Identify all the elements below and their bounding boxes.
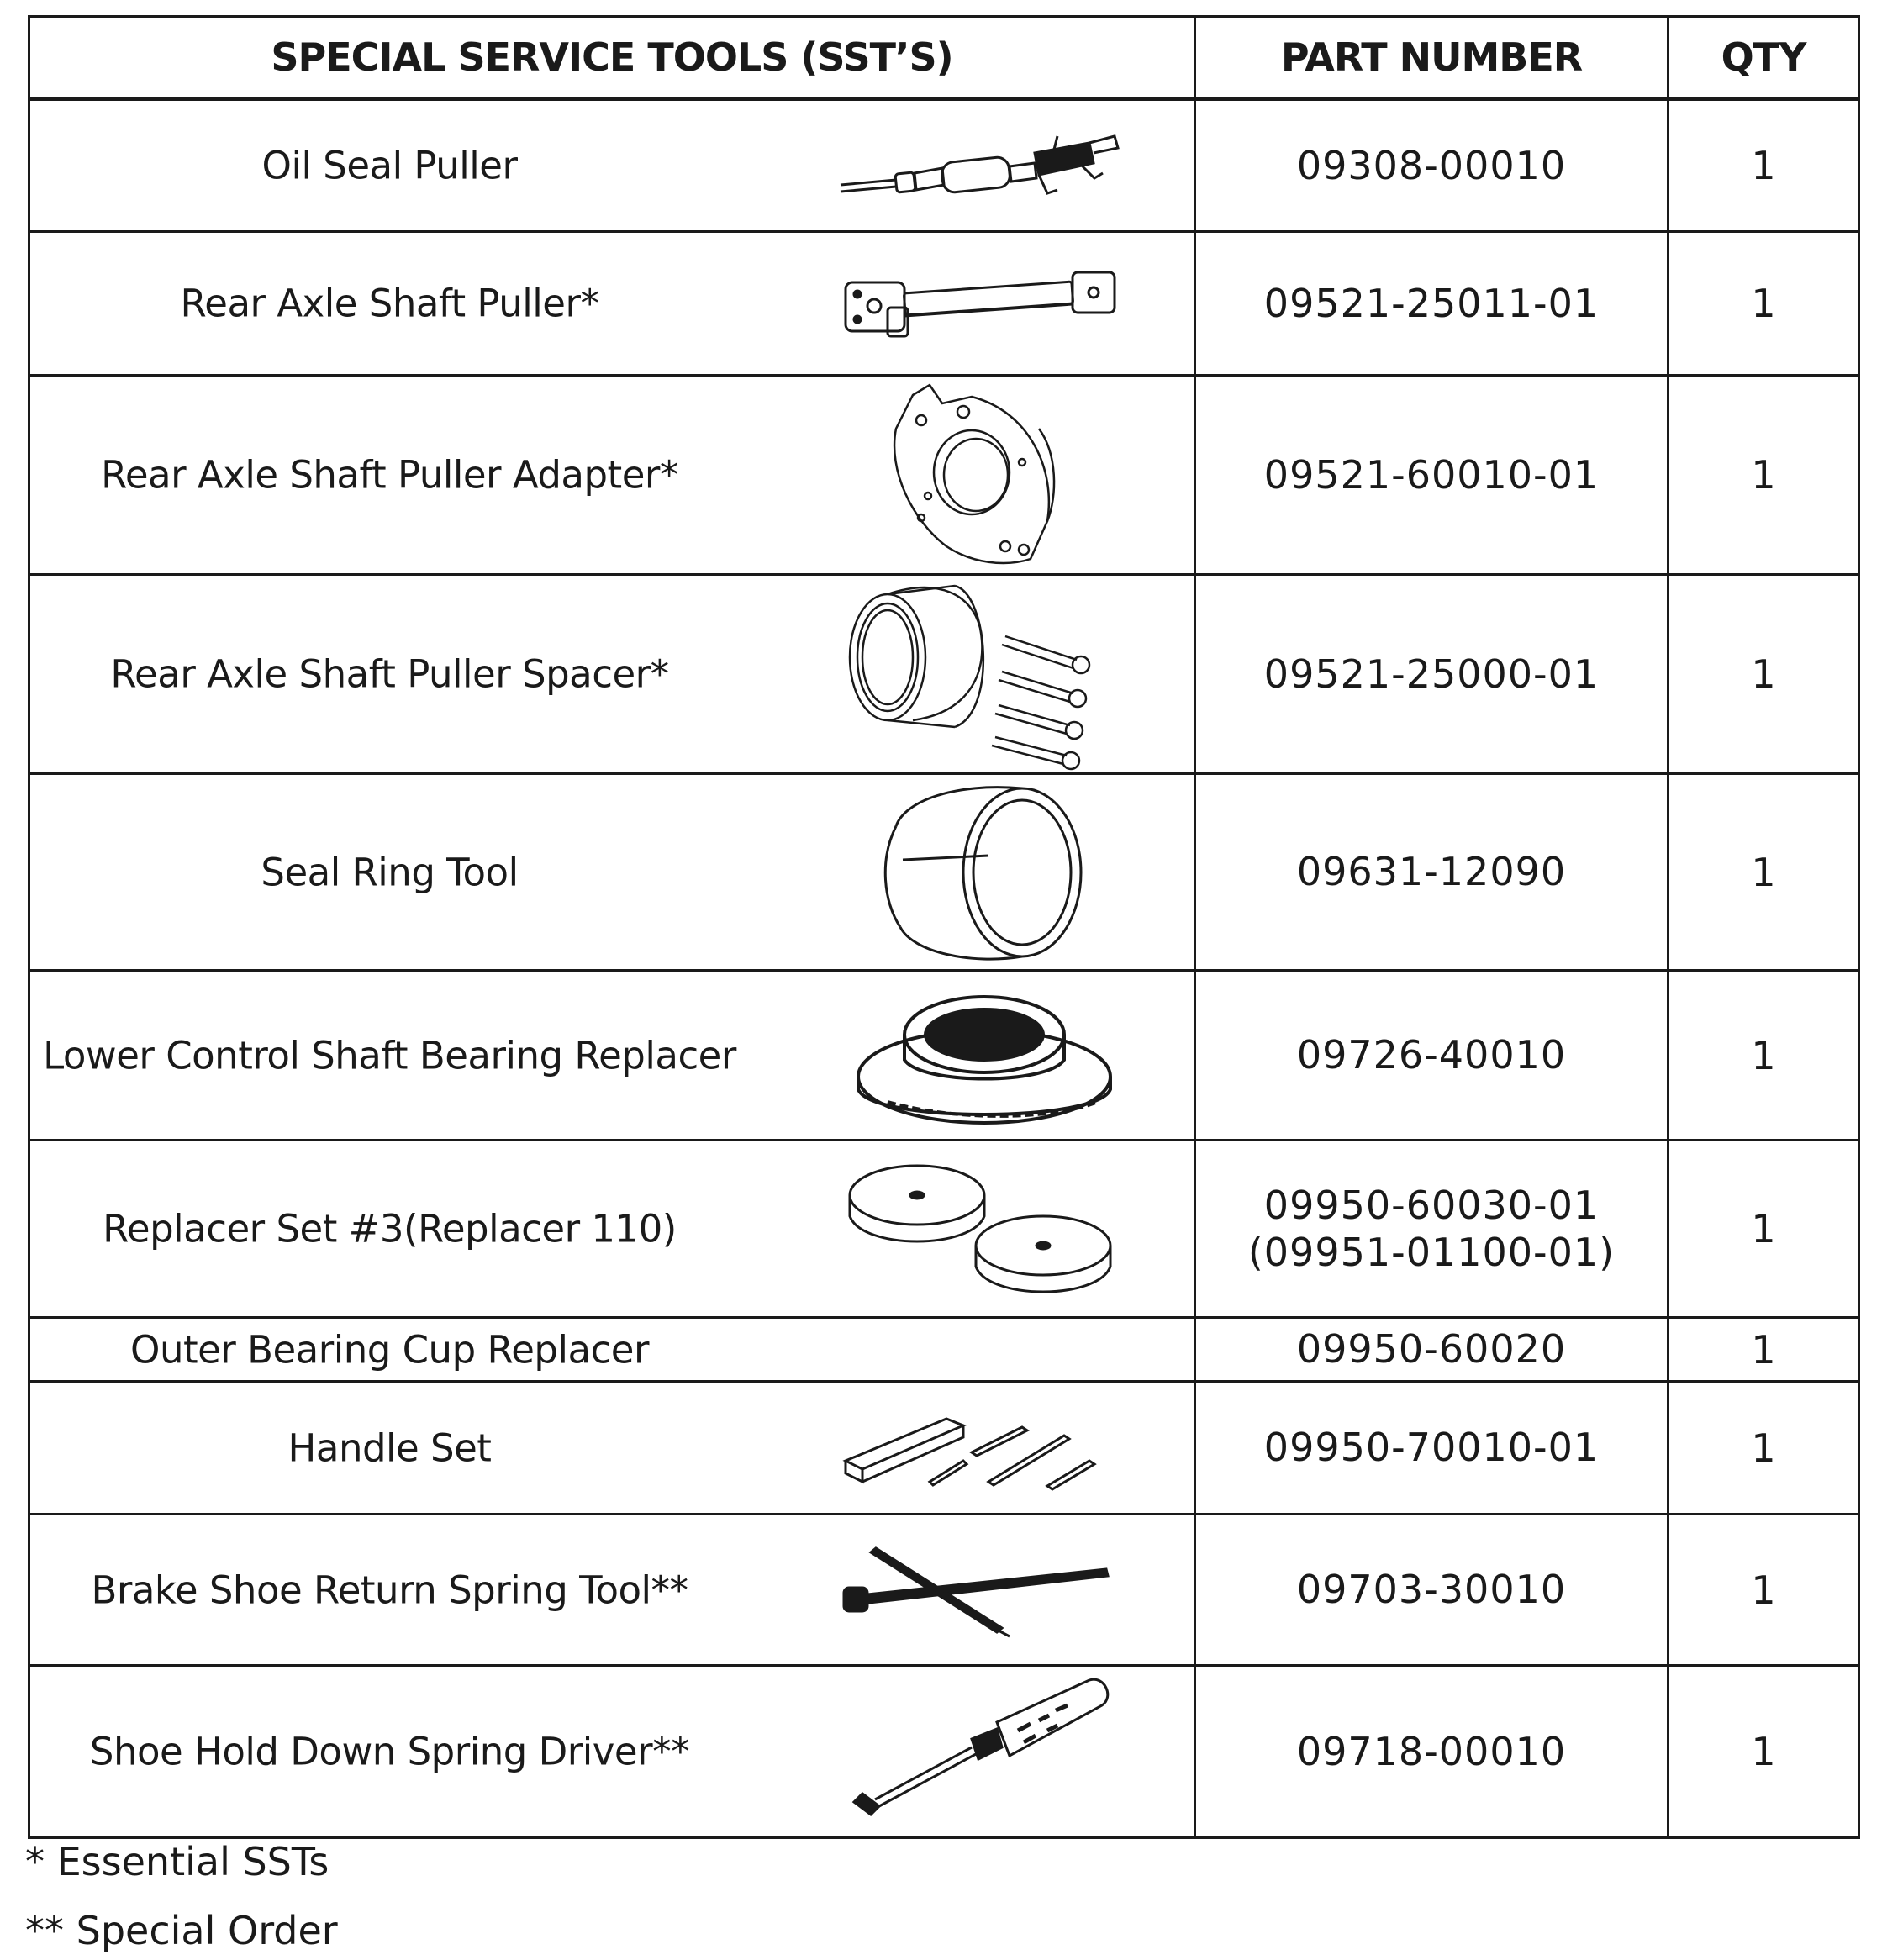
part-number: 09521-60010-01 (1263, 451, 1600, 498)
qty-cell: 1 (1668, 376, 1859, 575)
table-row (29, 1141, 1859, 1318)
part-number-secondary: (09951-01100-01) (1247, 1230, 1616, 1275)
part-number: 09950-70010-01 (1263, 1425, 1600, 1471)
tool-cell (29, 971, 1195, 1141)
tool-cell (29, 99, 1195, 232)
spacer-with-bolts-icon (837, 577, 1123, 771)
part-number: 09308-00010 (1296, 142, 1567, 188)
part-number-cell (1195, 1515, 1668, 1666)
part-number: 09718-00010 (1296, 1728, 1567, 1774)
tool-cell (29, 1141, 1195, 1318)
tool-name: Rear Axle Shaft Puller Adapter* (101, 452, 678, 498)
table-row (29, 971, 1859, 1141)
part-number: 09521-25011-01 (1263, 280, 1600, 326)
table-row (29, 1666, 1859, 1838)
tool-name: Rear Axle Shaft Puller* (180, 281, 599, 326)
part-number-cell (1195, 1318, 1668, 1382)
part-number-cell (1195, 99, 1668, 232)
part-number: 09726-40010 (1296, 1032, 1567, 1078)
tool-name: Replacer Set #3(Replacer 110) (103, 1206, 677, 1251)
handle-set-icon (837, 1402, 1123, 1494)
qty-cell: 1 (1668, 774, 1859, 971)
bearing-replacer-ring-icon (837, 976, 1123, 1135)
seal-ring-cylinder-icon (837, 776, 1123, 969)
table-row (29, 376, 1859, 575)
qty-cell: 1 (1668, 1666, 1859, 1838)
qty-cell: 1 (1668, 99, 1859, 232)
table-row (29, 1515, 1859, 1666)
tool-cell (29, 1666, 1195, 1838)
tool-cell (29, 1382, 1195, 1515)
header-part-number: PART NUMBER (1195, 17, 1668, 99)
table-row (29, 99, 1859, 232)
tool-cell (29, 376, 1195, 575)
qty-cell: 1 (1668, 971, 1859, 1141)
tool-name: Outer Bearing Cup Replacer (130, 1327, 649, 1372)
tool-name: Oil Seal Puller (261, 143, 518, 188)
tool-cell (29, 575, 1195, 774)
header-qty: QTY (1668, 17, 1859, 99)
table-row (29, 1382, 1859, 1515)
part-number-cell (1195, 1666, 1668, 1838)
part-number: 09703-30010 (1296, 1567, 1567, 1613)
table-row (29, 1318, 1859, 1382)
tool-cell (29, 1515, 1195, 1666)
table-header-row (29, 17, 1859, 99)
qty-cell: 1 (1668, 1515, 1859, 1666)
tool-cell (29, 232, 1195, 376)
puller-adapter-plate-icon (837, 378, 1123, 572)
table-row (29, 232, 1859, 376)
table-row (29, 774, 1859, 971)
tool-cell (29, 774, 1195, 971)
qty-cell: 1 (1668, 575, 1859, 774)
tool-name: Handle Set (287, 1425, 492, 1470)
spring-driver-icon (837, 1672, 1123, 1831)
part-number-cell (1195, 232, 1668, 376)
part-number-cell (1195, 376, 1668, 575)
footnote-special-order: ** Special Order (25, 1908, 338, 1953)
tool-cell (29, 1318, 1195, 1382)
part-number-cell (1195, 1382, 1668, 1515)
replacer-discs-icon (837, 1145, 1123, 1313)
qty-cell: 1 (1668, 232, 1859, 376)
part-number-cell (1195, 971, 1668, 1141)
qty-cell: 1 (1668, 1141, 1859, 1318)
oil-seal-puller-icon (837, 119, 1123, 212)
footnote-essential: * Essential SSTs (25, 1839, 329, 1884)
tool-name: Seal Ring Tool (261, 850, 519, 894)
qty-cell: 1 (1668, 1318, 1859, 1382)
special-service-tools-table (28, 15, 1860, 1839)
table-row (29, 575, 1859, 774)
part-number: 09631-12090 (1296, 849, 1567, 895)
qty-cell: 1 (1668, 1382, 1859, 1515)
part-number-cell (1195, 575, 1668, 774)
part-number: 09521-25000-01 (1263, 651, 1600, 697)
spring-tool-icon (837, 1536, 1123, 1645)
part-number-cell (1195, 774, 1668, 971)
tool-name: Shoe Hold Down Spring Driver** (89, 1729, 690, 1774)
axle-shaft-puller-icon (837, 257, 1123, 350)
part-number-cell (1195, 1141, 1668, 1318)
part-number: 09950-60020 (1296, 1326, 1567, 1373)
tool-name: Rear Axle Shaft Puller Spacer* (110, 651, 669, 697)
tool-name: Brake Shoe Return Spring Tool** (91, 1567, 688, 1612)
header-tools: SPECIAL SERVICE TOOLS (SST’S) (29, 17, 1195, 99)
tool-name: Lower Control Shaft Bearing Replacer (43, 1033, 736, 1077)
part-number: 09950-60030-01 (1263, 1182, 1600, 1228)
